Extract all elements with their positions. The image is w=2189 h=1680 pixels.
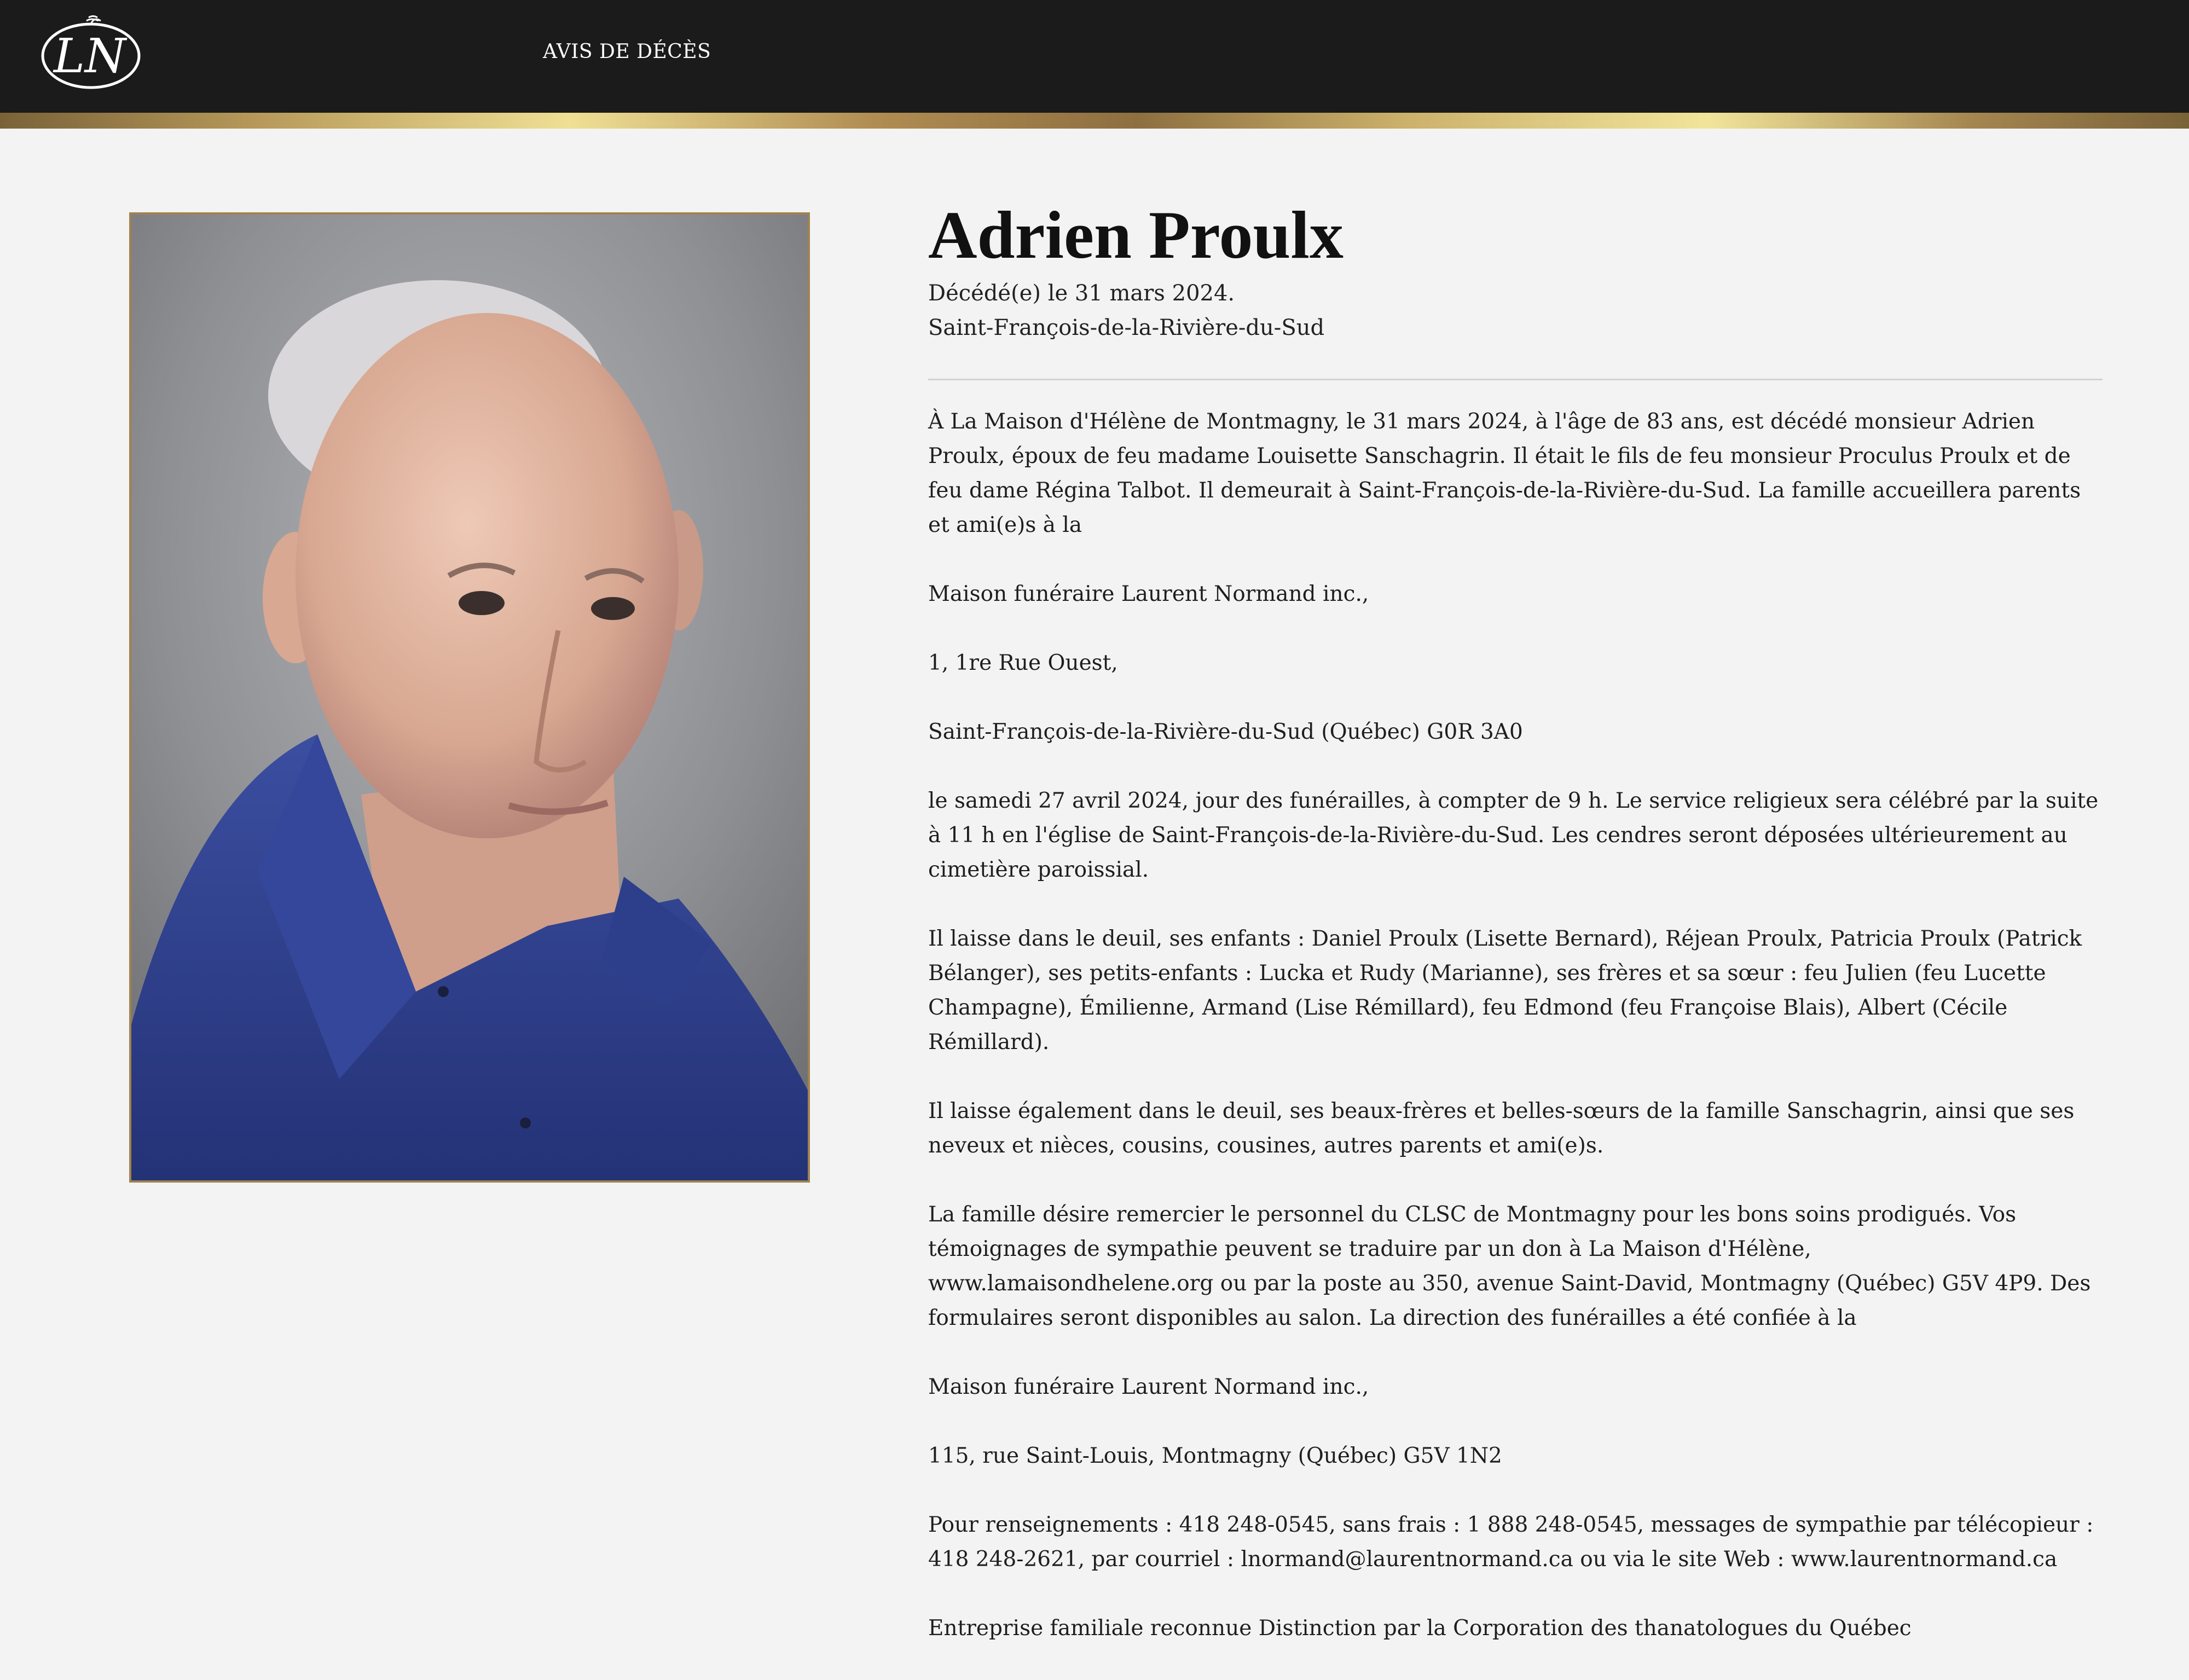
gold-divider-band — [0, 113, 2189, 129]
obituary-content — [928, 194, 2103, 1680]
obituary-paragraph: Il laisse dans le deuil, ses enfants : Daniel Proulx (Lisette Bernard), Réjean Proulx, Patricia Proulx (Patrick Bélanger), ses petits-enfants : Lucka et Rudy (Marianne), ses frères et sa sœur : feu Julien (feu Lucette Champagne), Émilienne, Armand (Lise Rémillard), feu Edmond (feu Françoise Blais), Albert (Cécile Rémillard). — [928, 926, 2082, 1055]
obituary-paragraph: Il laisse également dans le deuil, ses beaux-frères et belles-sœurs de la famille Sanschagrin, ainsi que ses neveux et nièces, cousins, cousines, autres parents et ami(e)s. — [928, 1099, 2075, 1158]
deceased-name-heading: Adrien Proulx — [928, 198, 1343, 273]
obituary-paragraph: À La Maison d'Hélène de Montmagny, le 31 mars 2024, à l'âge de 83 ans, est décédé monsieur Adrien Proulx, époux de feu madame Louisette Sanschagrin. Il était le fils de feu monsieur Proculus Proulx et de feu dame Régina Talbot. Il demeurait à Saint-François-de-la-Rivière-du-Sud. La famille accueillera parents et ami(e)s à la — [928, 409, 2081, 537]
portrait-illustration — [131, 215, 808, 1180]
logo-emblem-icon — [36, 14, 143, 93]
death-date: Décédé(e) le 31 mars 2024. — [928, 281, 1235, 306]
obituary-paragraph: le samedi 27 avril 2024, jour des funérailles, à compter de 9 h. Le service religieux sera célébré par la suite à 11 h en l'église de Saint-François-de-la-Rivière-du-Sud. Les cendres seront déposées ultérieurement au cimetière paroissial. — [928, 789, 2099, 882]
top-navigation-bar — [0, 0, 2189, 113]
obituary-paragraph: Pour renseignements : 418 248-0545, sans frais : 1 888 248-0545, messages de sympathie par télécopieur : 418 248-2621, par courriel : lnormand@laurentnormand.ca ou via le site Web : www.laurentnormand.ca — [928, 1513, 2094, 1572]
obituary-paragraph: Maison funéraire Laurent Normand inc., — [928, 1375, 1369, 1399]
logo[interactable] — [36, 14, 143, 93]
obituary-paragraph: 1, 1re Rue Ouest, — [928, 651, 1118, 675]
content-divider — [928, 379, 2103, 380]
obituary-paragraph: La famille désire remercier le personnel du CLSC de Montmagny pour les bons soins prodigués. Vos témoignages de sympathie peuvent se traduire par un don à La Maison d'Hélène, www.lamaisondhelene.org ou par la poste au 350, avenue Saint-David, Montmagny (Québec) G5V 4P9. Des formulaires seront disponibles au salon. La direction des funérailles a été confiée à la — [928, 1202, 2091, 1330]
obituary-body — [928, 404, 2103, 1646]
obituary-paragraph: Entreprise familiale reconnue Distinction par la Corporation des thanatologues du Québec — [928, 1616, 1912, 1641]
obituary-paragraph: Saint-François-de-la-Rivière-du-Sud (Québec) G0R 3A0 — [928, 720, 1523, 744]
obituary-paragraph: 115, rue Saint-Louis, Montmagny (Québec) G5V 1N2 — [928, 1444, 1502, 1468]
nav-link-obituaries[interactable]: AVIS DE DÉCÈS — [543, 40, 711, 63]
death-location: Saint-François-de-la-Rivière-du-Sud — [928, 315, 1325, 340]
deceased-portrait-photo — [129, 212, 810, 1183]
obituary-paragraph: Maison funéraire Laurent Normand inc., — [928, 582, 1369, 606]
logo-monogram: LN — [53, 29, 126, 84]
